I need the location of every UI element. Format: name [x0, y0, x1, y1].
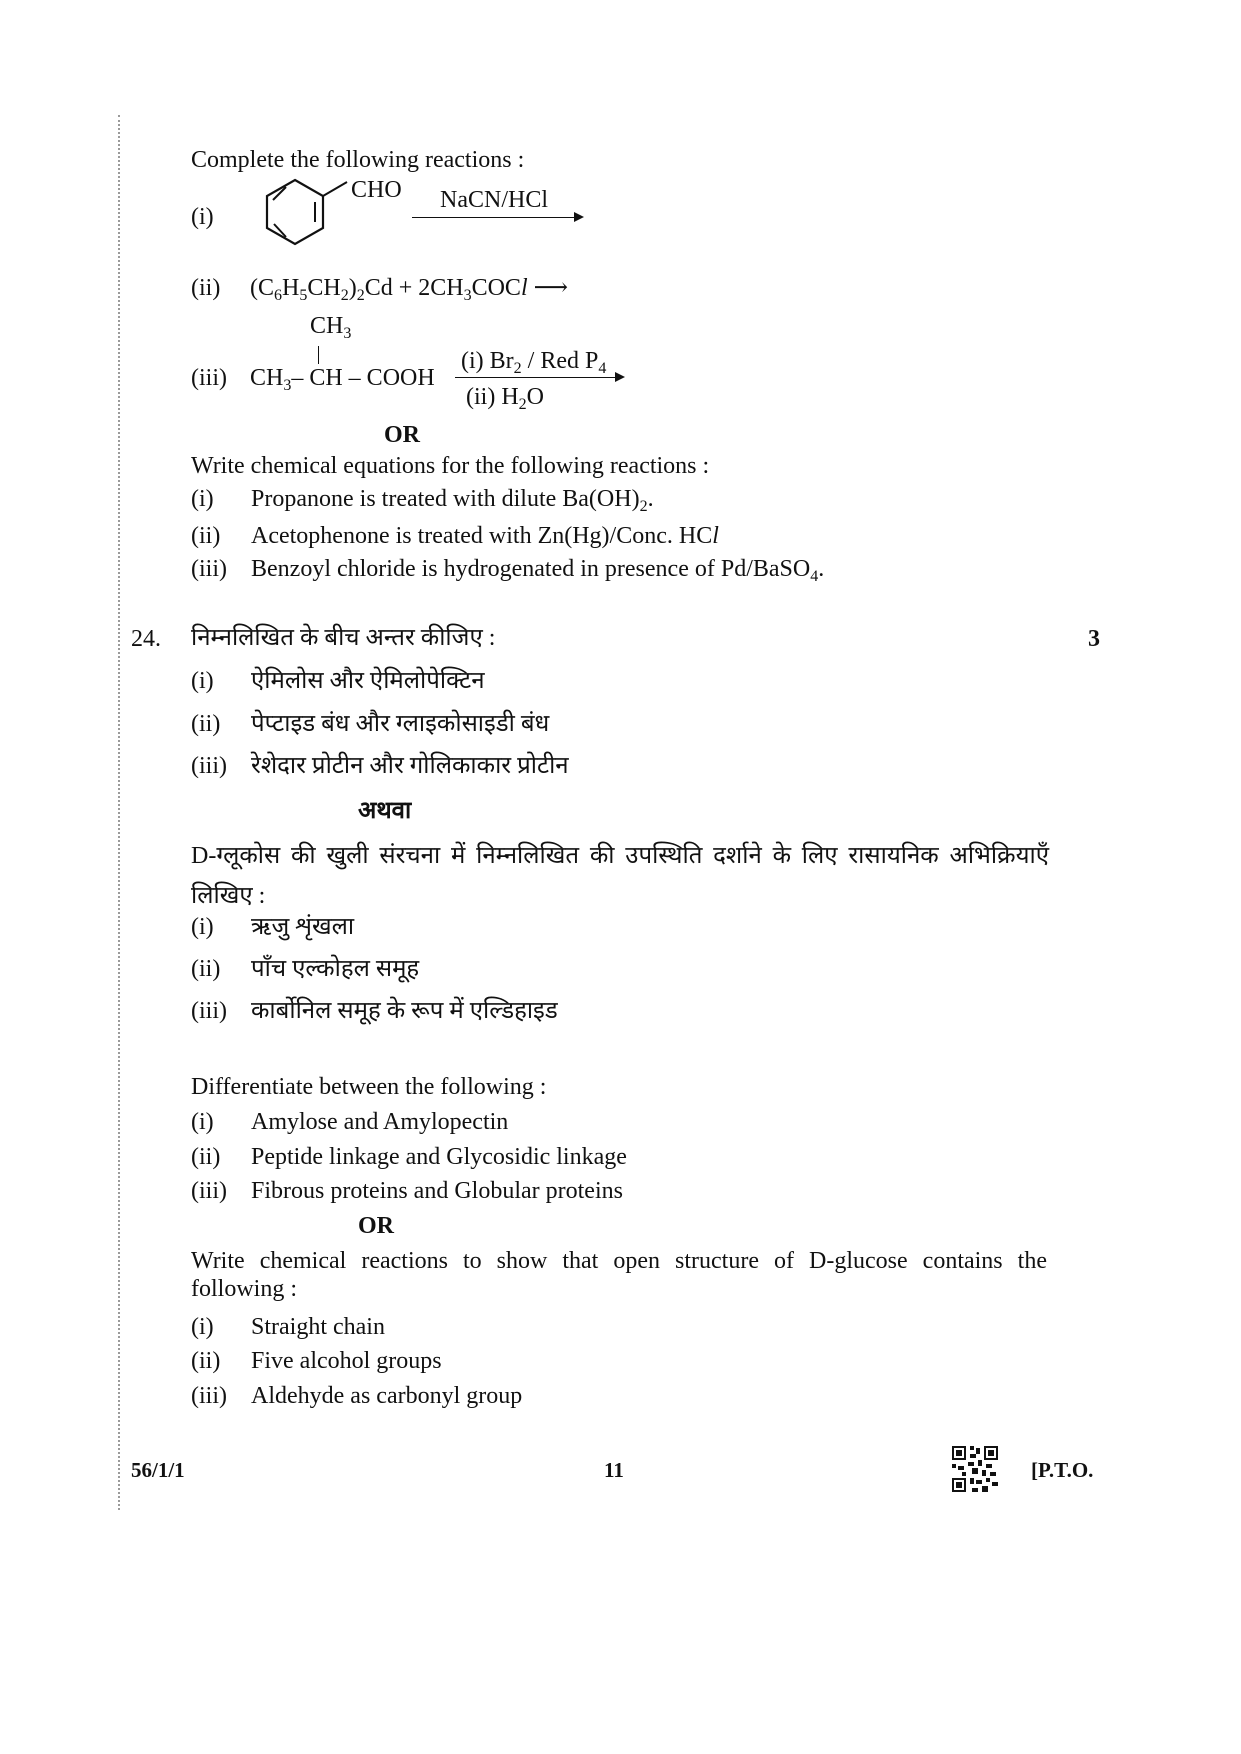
- q24-english-alt-item: (i) Straight chain: [191, 1314, 385, 1340]
- q24-hindi-or: अथवा: [358, 798, 412, 824]
- q24-marks: 3: [1088, 626, 1100, 652]
- q23-alt-item: (iii) Benzoyl chloride is hydrogenated in presence of Pd/BaSO$_4$.: [191, 556, 825, 585]
- q23-intro: Complete the following reactions :: [191, 147, 525, 173]
- q23-r2-label: (ii): [191, 275, 221, 301]
- q24-hindi-item: (iii) रेशेदार प्रोटीन और गोलिकाकार प्रोटीन: [191, 753, 569, 779]
- q23-r3-main: $CH_3-$ CH – COOH: [250, 365, 435, 394]
- q24-number: 24.: [131, 626, 161, 652]
- q24-hindi-alt-item: (ii) पाँच एल्कोहल समूह: [191, 956, 420, 982]
- q24-hindi-item: (ii) पेप्टाइड बंध और ग्लाइकोसाइडी बंध: [191, 711, 550, 737]
- q24-english-intro: Differentiate between the following :: [191, 1074, 547, 1100]
- q23-r3-bond: [318, 346, 319, 364]
- q24-english-item: (iii) Fibrous proteins and Globular proteins: [191, 1178, 623, 1204]
- q23-alt-item: (i) Propanone is treated with dilute $Ba(OH)_2$.: [191, 486, 654, 515]
- paper-code: 56/1/1: [131, 1458, 185, 1482]
- q23-r2-equation: $(C_6H_5CH_2)_2Cd$ + $2CH_3COCl$ ⟶: [250, 275, 569, 304]
- q23-r1-reagent: NaCN/HCl: [440, 187, 548, 213]
- reaction-arrow-r1: [412, 217, 582, 218]
- qr-code-icon: [952, 1446, 998, 1492]
- pto-label: [P.T.O.: [1031, 1458, 1094, 1482]
- q23-alt-intro: Write chemical equations for the following reactions :: [191, 453, 710, 479]
- q24-hindi-intro: निम्नलिखित के बीच अन्तर कीजिए :: [191, 625, 496, 651]
- q23-r3-label: (iii): [191, 365, 227, 391]
- q23-r1-substituent: CHO: [351, 177, 402, 203]
- q24-english-item: (ii) Peptide linkage and Glycosidic linkage: [191, 1144, 627, 1170]
- q23-r3-reagent-bottom: (ii) $H_2O$: [466, 384, 544, 413]
- q24-hindi-alt-item: (iii) कार्बोनिल समूह के रूप में एल्डिहाइड: [191, 998, 558, 1024]
- q23-or: OR: [384, 422, 420, 448]
- q24-hindi-alt-intro: D-ग्लूकोस की खुली संरचना में निम्नलिखित की उपस्थिति दर्शाने के लिए रासायनिक अभिक्रियाएँ लिखिए :: [191, 843, 1049, 909]
- reaction-arrow-r3: [455, 377, 623, 378]
- page-number: 11: [604, 1458, 624, 1482]
- q23-alt-item: (ii) Acetophenone is treated with Zn(Hg)/Conc. HCl: [191, 523, 719, 549]
- q23-r1-label: (i): [191, 204, 214, 230]
- q23-r3-reagent-top: (i) $Br_2$ / Red $P_4$: [461, 348, 607, 377]
- q24-hindi-item: (i) ऐमिलोस और ऐमिलोपेक्टिन: [191, 668, 485, 694]
- benzene-ring-icon: [235, 160, 365, 260]
- q24-english-alt-item: (iii) Aldehyde as carbonyl group: [191, 1383, 523, 1409]
- q23-r3-branch: $CH_3$: [310, 313, 352, 342]
- q24-hindi-alt-item: (i) ऋजु शृंखला: [191, 914, 355, 940]
- q24-english-alt-intro: Write chemical reactions to show that open structure of D-glucose contains the following :: [191, 1248, 1047, 1302]
- q24-english-or: OR: [358, 1213, 394, 1239]
- left-margin-dotted-line: [118, 115, 120, 1510]
- q24-english-alt-item: (ii) Five alcohol groups: [191, 1348, 442, 1374]
- q24-english-item: (i) Amylose and Amylopectin: [191, 1109, 509, 1135]
